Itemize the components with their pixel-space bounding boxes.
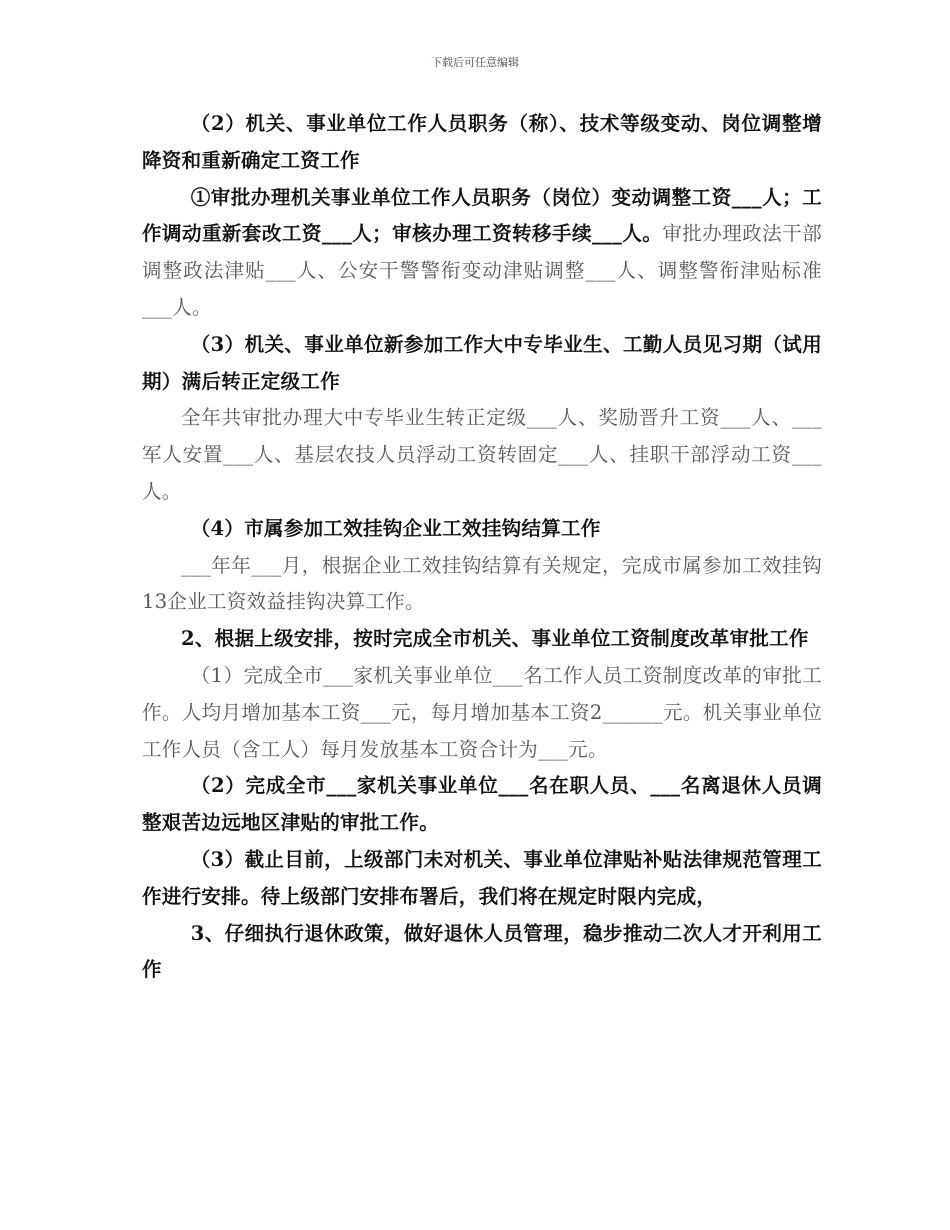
paragraph: （1）完成全市___家机关事业单位___名工作人员工资制度改革的审批工作。人均月增加基本工资___元，每月增加基本工资2______元。机关事业单位工作人员（含工人）每月发放基本工资合计为___元。 [142, 663, 822, 761]
paragraph-bold: （3）截止目前，上级部门未对机关、事业单位津贴补贴法律规范管理工作进行安排。待上级部门安排布署后，我们将在规定时限内完成， [142, 847, 822, 908]
paragraph-light-part: 审批办理政法干部调整政法津贴___人、公安干警警衔变动津贴调整___人、调整警衔津贴标准___人。 [142, 222, 823, 319]
section-heading: （4）市属参加工效挂钩企业工效挂钩结算工作 [190, 516, 601, 540]
section-heading: （2）机关、事业单位工作人员职务（称）、技术等级变动、岗位调整增降资和重新确定工资工作 [142, 112, 822, 172]
paragraph [142, 180, 822, 327]
paragraph-bold-part: ①审批办理机关事业单位工作人员职务（岗位）变动调整工资___人；工作调动重新套改工资___人；审核办理工资转移手续___人。 [142, 185, 822, 246]
section-heading: （3）机关、事业单位新参加工作大中专毕业生、工勤人员见习期（试用期）满后转正定级工作 [142, 332, 822, 393]
paragraph: 全年共审批办理大中专毕业生转正定级___人、奖励晋升工资___人、___军人安置___人、基层农技人员浮动工资转固定___人、挂职干部浮动工资___人。 [142, 406, 822, 503]
paragraph: ___年年___月，根据企业工效挂钩结算有关规定，完成市属参加工效挂钩13企业工资效益挂钩决算工作。 [142, 553, 822, 614]
section-heading: 3、仔细执行退休政策，做好退休人员管理，稳步推动二次人才开利用工作 [142, 921, 822, 982]
section-heading: 2、根据上级安排，按时完成全市机关、事业单位工资制度改革审批工作 [181, 627, 809, 651]
paragraph-bold: （2）完成全市___家机关事业单位___名在职人员、___名离退休人员调整艰苦边远地区津贴的审批工作。 [142, 774, 822, 835]
page-header: 下载后可任意编辑 [431, 56, 519, 69]
document-body [142, 106, 822, 989]
